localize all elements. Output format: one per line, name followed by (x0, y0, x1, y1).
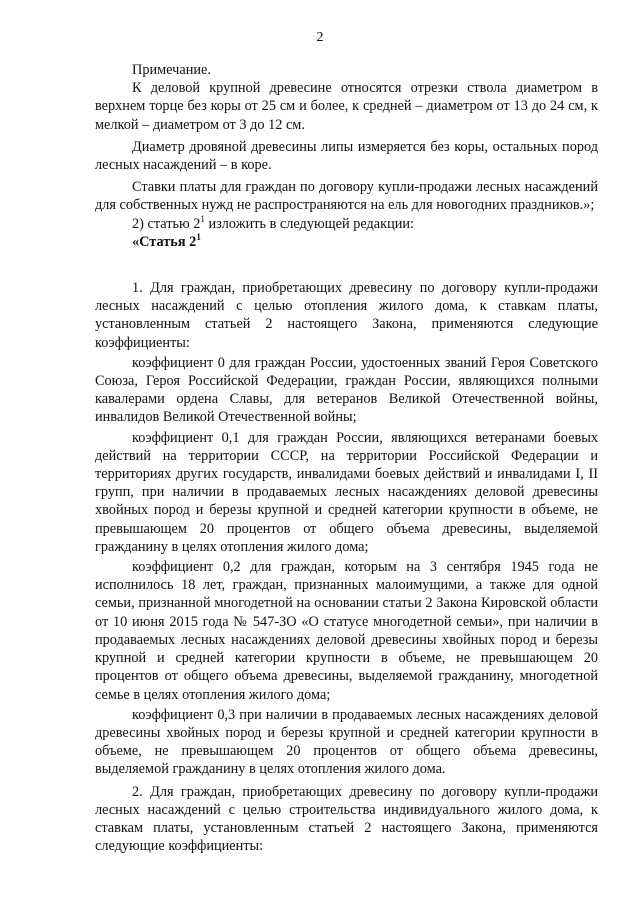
paragraph-timber-sizes: К деловой крупной древесине относятся отрезки ствола диаметром в верхнем торце без коры от 25 см и более, к средней – диаметром от 13 до 24 см, к мелкой – диаметром от 3 до 12 см. (95, 80, 598, 133)
paragraph-heating-coefficients: 1. Для граждан, приобретающих древесину по договору купли-продажи лесных насаждений с целью отопления жилого дома, к ставкам платы, установленным статьей 2 настоящего Закона, применяются следующие коэффициенты: (95, 280, 598, 351)
paragraph-note-title: Примечание. (132, 62, 211, 78)
amendment-instruction: изложить в следующей редакции: (208, 215, 415, 232)
paragraph-spruce-exception: Ставки платы для граждан по договору купли-продажи лесных насаждений для собственных нужд не распространяются на ель для новогодних праздников.»; (95, 179, 598, 214)
page-number: 2 (316, 30, 324, 45)
document-body (95, 61, 598, 855)
paragraph-construction-coefficients: 2. Для граждан, приобретающих древесину по договору купли-продажи лесных насаждений с целью строительства индивидуального жилого дома, к ставкам платы, установленным статьей 2 настоящего Закона, применяются следующие коэффициенты: (95, 783, 598, 855)
amendment-item-label: 2) статью 2 (132, 215, 201, 232)
paragraph-coefficient-0-3: коэффициент 0,3 при наличии в продаваемых лесных насаждениях деловой древесины хвойных пород и березы крупной и средней категории крупности в объеме, не превышающем 20 процентов от общего объема древесины, выделяемой гражданину в целях отопления жилого дома. (95, 706, 598, 778)
article-heading (95, 233, 598, 251)
paragraph-article-amendment (95, 215, 598, 233)
article-heading-text: «Статья 2 (132, 233, 197, 250)
paragraph-coefficient-0: коэффициент 0 для граждан России, удостоенных званий Героя Советского Союза, Героя Российской Федерации, граждан России, являющихся полными кавалерами ордена Славы, для ветеранов Великой Отечественной войны, инвалидов Великой Отечественной войны; (95, 354, 598, 426)
paragraph-coefficient-0-1: коэффициент 0,1 для граждан России, являющихся ветеранами боевых действий на территории СССР, на территории Российской Федерации и территориях других государств, инвалидами боевых действий и инвалидами I, II групп, при наличии в продаваемых лесных насаждениях деловой древесины хвойных пород и березы крупной и средней категории крупности в объеме, не превышающем 20 процентов от общего объема древесины, выделяемой гражданину в целях отопления жилого дома; (95, 429, 598, 555)
article-heading-superscript: 1 (196, 231, 201, 242)
paragraph-linden-diameter: Диаметр дровяной древесины липы измеряется без коры, остальных пород лесных насаждений – в коре. (95, 138, 598, 174)
paragraph-coefficient-0-2: коэффициент 0,2 для граждан, которым на 3 сентября 1945 года не исполнилось 18 лет, граждан, признанных малоимущими, а также для одной семьи, признанной многодетной на основании статьи 2 Закона Кировской области от 10 июня 2015 года № 547-ЗО «О статусе многодетной семьи», при наличии в продаваемых лесных насаждениях деловой древесины хвойных пород и березы крупной и средней категории крупности в объеме, не превышающем 20 процентов от общего объема древесины, выделяемой гражданину, многодетной семье в целях отопления жилого дома; (95, 559, 598, 703)
article-superscript: 1 (200, 213, 205, 224)
